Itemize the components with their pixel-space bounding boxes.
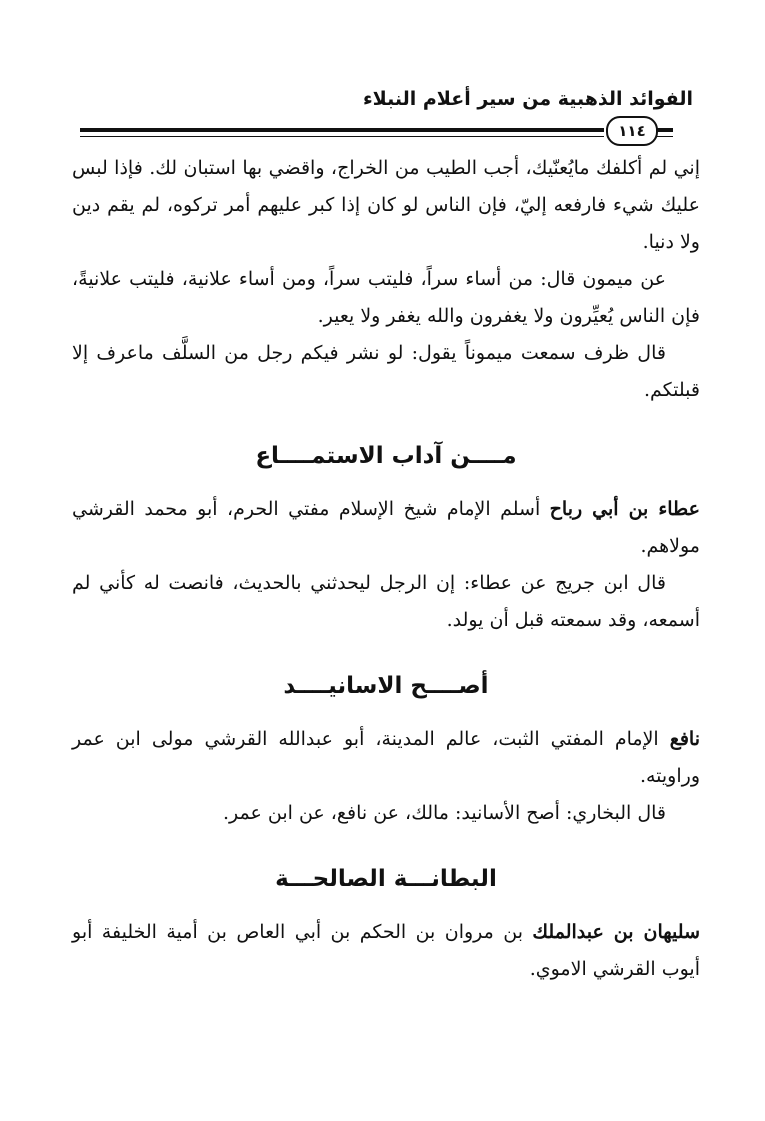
paragraph	[72, 914, 700, 988]
section-title: البطانـــة الصالحـــة	[275, 866, 497, 892]
header-rule-right-thin	[657, 136, 673, 137]
paragraph-text: بن مروان بن الحكم بن أبي العاص بن أمية الخليفة أبو أيوب القرشي الاموي.	[72, 921, 700, 980]
person-name: سليهان بن عبدالملك	[532, 921, 700, 943]
header-rule	[80, 128, 604, 132]
paragraph: قال ابن جريج عن عطاء: إن الرجل ليحدثني بالحديث، فانصت له كأني لم أسمعه، وقد سمعته قبل أن يولد.	[72, 572, 700, 631]
person-name: عطاء بن أبي رباح	[549, 498, 700, 520]
running-title: الفوائد الذهبية من سير أعلام النبلاء	[362, 88, 693, 110]
paragraph	[72, 721, 700, 795]
section-title: أصــــح الاسانيــــد	[283, 673, 489, 699]
paragraph: قال ظرف سمعت ميموناً يقول: لو نشر فيكم رجل من السلَّف ماعرف إلا قبلتكم.	[72, 342, 700, 401]
paragraph-text: الإمام المفتي الثبت، عالم المدينة، أبو عبدالله القرشي مولى ابن عمر وراويته.	[72, 728, 700, 787]
paragraph: قال البخاري: أصح الأسانيد: مالك، عن نافع، عن ابن عمر.	[222, 802, 666, 824]
paragraph-text: أسلم الإمام شيخ الإسلام مفتي الحرم، أبو محمد القرشي مولاهم.	[72, 498, 700, 557]
header-rule-thin	[80, 136, 604, 137]
section-title: مــــن آداب الاستمــــاع	[255, 443, 517, 469]
paragraph	[72, 491, 700, 565]
paragraph: عن ميمون قال: من أساء سراً، فليتب سراً، ومن أساء علانية، فليتب علانيةً، فإن الناس يُعيِّرون ولا يغفرون والله يغفر ولا يعير.	[72, 268, 700, 327]
person-name: نافع	[669, 728, 700, 750]
paragraph: إني لم أكلفك مايُعنّيك، أجب الطيب من الخراج، واقضي بها استبان لك. فإذا لبس عليك شيء فارفعه إليّ، فإن الناس لو كان إذا كبر عليهم أمر تركوه، لم يقم دين ولا دنيا.	[72, 157, 700, 253]
page-body	[72, 150, 700, 988]
header-rule-right	[657, 128, 673, 132]
page-number: ١١٤	[606, 116, 658, 146]
